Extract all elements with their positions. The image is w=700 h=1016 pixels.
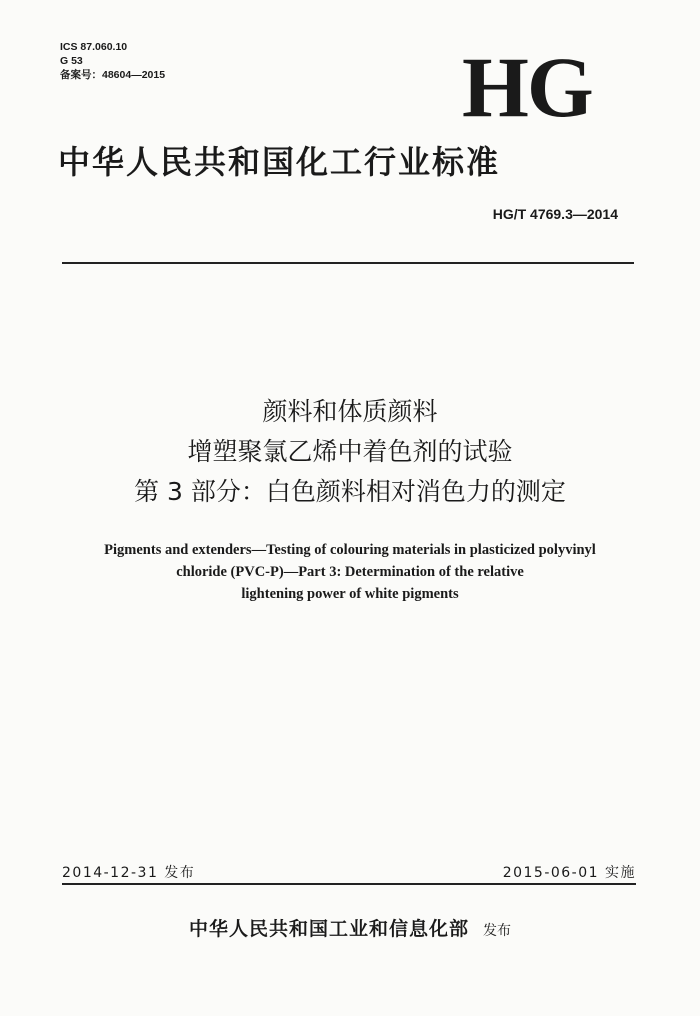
top-divider [62, 262, 634, 264]
english-title-line-2: chloride (PVC-P)—Part 3: Determination of the relative [176, 564, 524, 580]
english-title [40, 539, 660, 605]
chinese-title-line-1: 颜料和体质颜料 [262, 397, 438, 426]
issuer [0, 914, 700, 941]
english-title-line-3: lightening power of white pigments [241, 586, 459, 602]
english-title-line-1: Pigments and extenders—Testing of colouring materials in plasticized polyvinyl [104, 542, 596, 558]
chinese-title-line-2: 增塑聚氯乙烯中着色剂的试验 [187, 437, 513, 466]
chinese-title-line-3: 第 3 部分：白色颜料相对消色力的测定 [134, 477, 566, 506]
chinese-title [0, 392, 700, 512]
issue-date: 2014-12-31 发布 [62, 865, 196, 881]
hg-logo: HG [462, 39, 592, 135]
classification-code: G 53 [60, 55, 83, 67]
issuer-suffix: 发布 [483, 923, 511, 939]
metadata-block [60, 40, 165, 82]
ics-code: ICS 87.060.10 [60, 41, 128, 53]
bottom-divider [62, 883, 636, 885]
implementation-date: 2015-06-01 实施 [502, 865, 636, 881]
standard-number: HG/T 4769.3—2014 [492, 206, 618, 222]
standard-title: 中华人民共和国化工行业标准 [58, 143, 501, 181]
record-number: 备案号：48604—2015 [60, 69, 166, 81]
issuer-name: 中华人民共和国工业和信息化部 [188, 918, 469, 940]
